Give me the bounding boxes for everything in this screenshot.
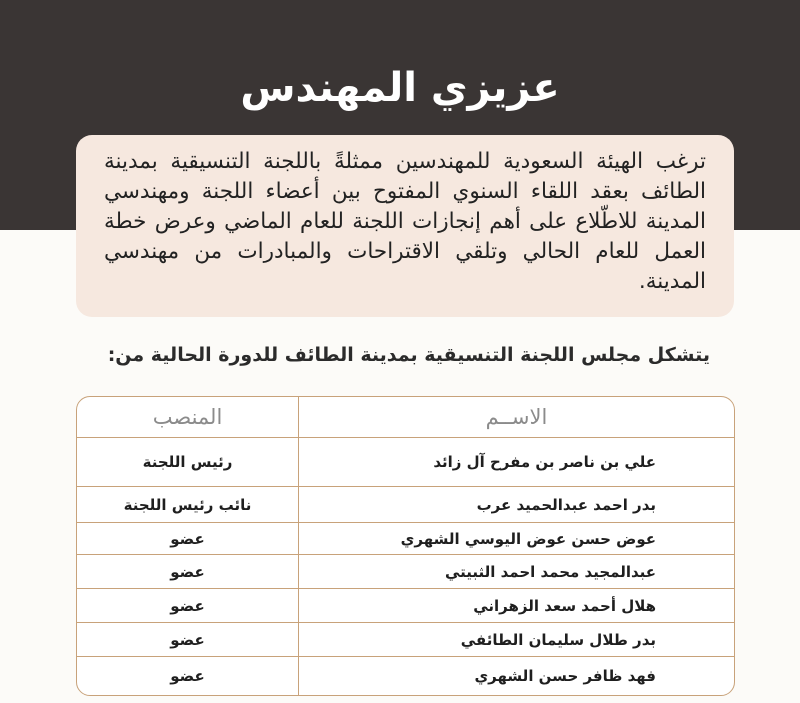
table-header-row [77,397,734,437]
member-position: عضو [170,562,205,581]
intro-box [76,135,734,317]
member-name: عبدالمجيد محمد احمد الثبيتي [298,555,734,588]
column-header-position: المنصب [152,405,223,429]
member-position: عضو [170,667,205,685]
table-row [77,522,734,554]
table-row [77,437,734,486]
member-position: نائب رئيس اللجنة [123,495,252,514]
member-position: رئيس اللجنة [142,453,233,471]
table-row [77,622,734,656]
member-position: عضو [170,596,205,615]
members-table [76,396,735,696]
member-name: بدر احمد عبدالحميد عرب [298,487,734,522]
member-name: هلال أحمد سعد الزهراني [298,589,734,622]
table-row [77,588,734,622]
table-row [77,486,734,522]
member-name: عوض حسن عوض اليوسي الشهري [298,523,734,554]
intro-text: ترغب الهيئة السعودية للمهندسين ممثلةً باللجنة التنسيقية بمدينة الطائف بعقد اللقاء السنوي المفتوح بين أعضاء اللجنة ومهندسي المدينة للاطّلاع على أهم إنجازات اللجنة للعام الماضي وعرض خطة العمل للعام الحالي وتلقي الاقتراحات والمبادرات من مهندسي المدينة. [104,149,706,294]
member-name: بدر طلال سليمان الطائفي [298,623,734,656]
page-title: عزيزي المهندس [240,65,560,111]
member-position: عضو [170,529,205,548]
column-header-name: الاســم [298,397,734,437]
section-heading: يتشكل مجلس اللجنة التنسيقية بمدينة الطائف للدورة الحالية من: [107,344,710,366]
member-position: عضو [170,630,205,649]
member-name: فهد ظافر حسن الشهري [298,657,734,695]
member-name: علي بن ناصر بن مفرح آل زائد [298,438,734,486]
table-row [77,554,734,588]
table-row [77,656,734,695]
